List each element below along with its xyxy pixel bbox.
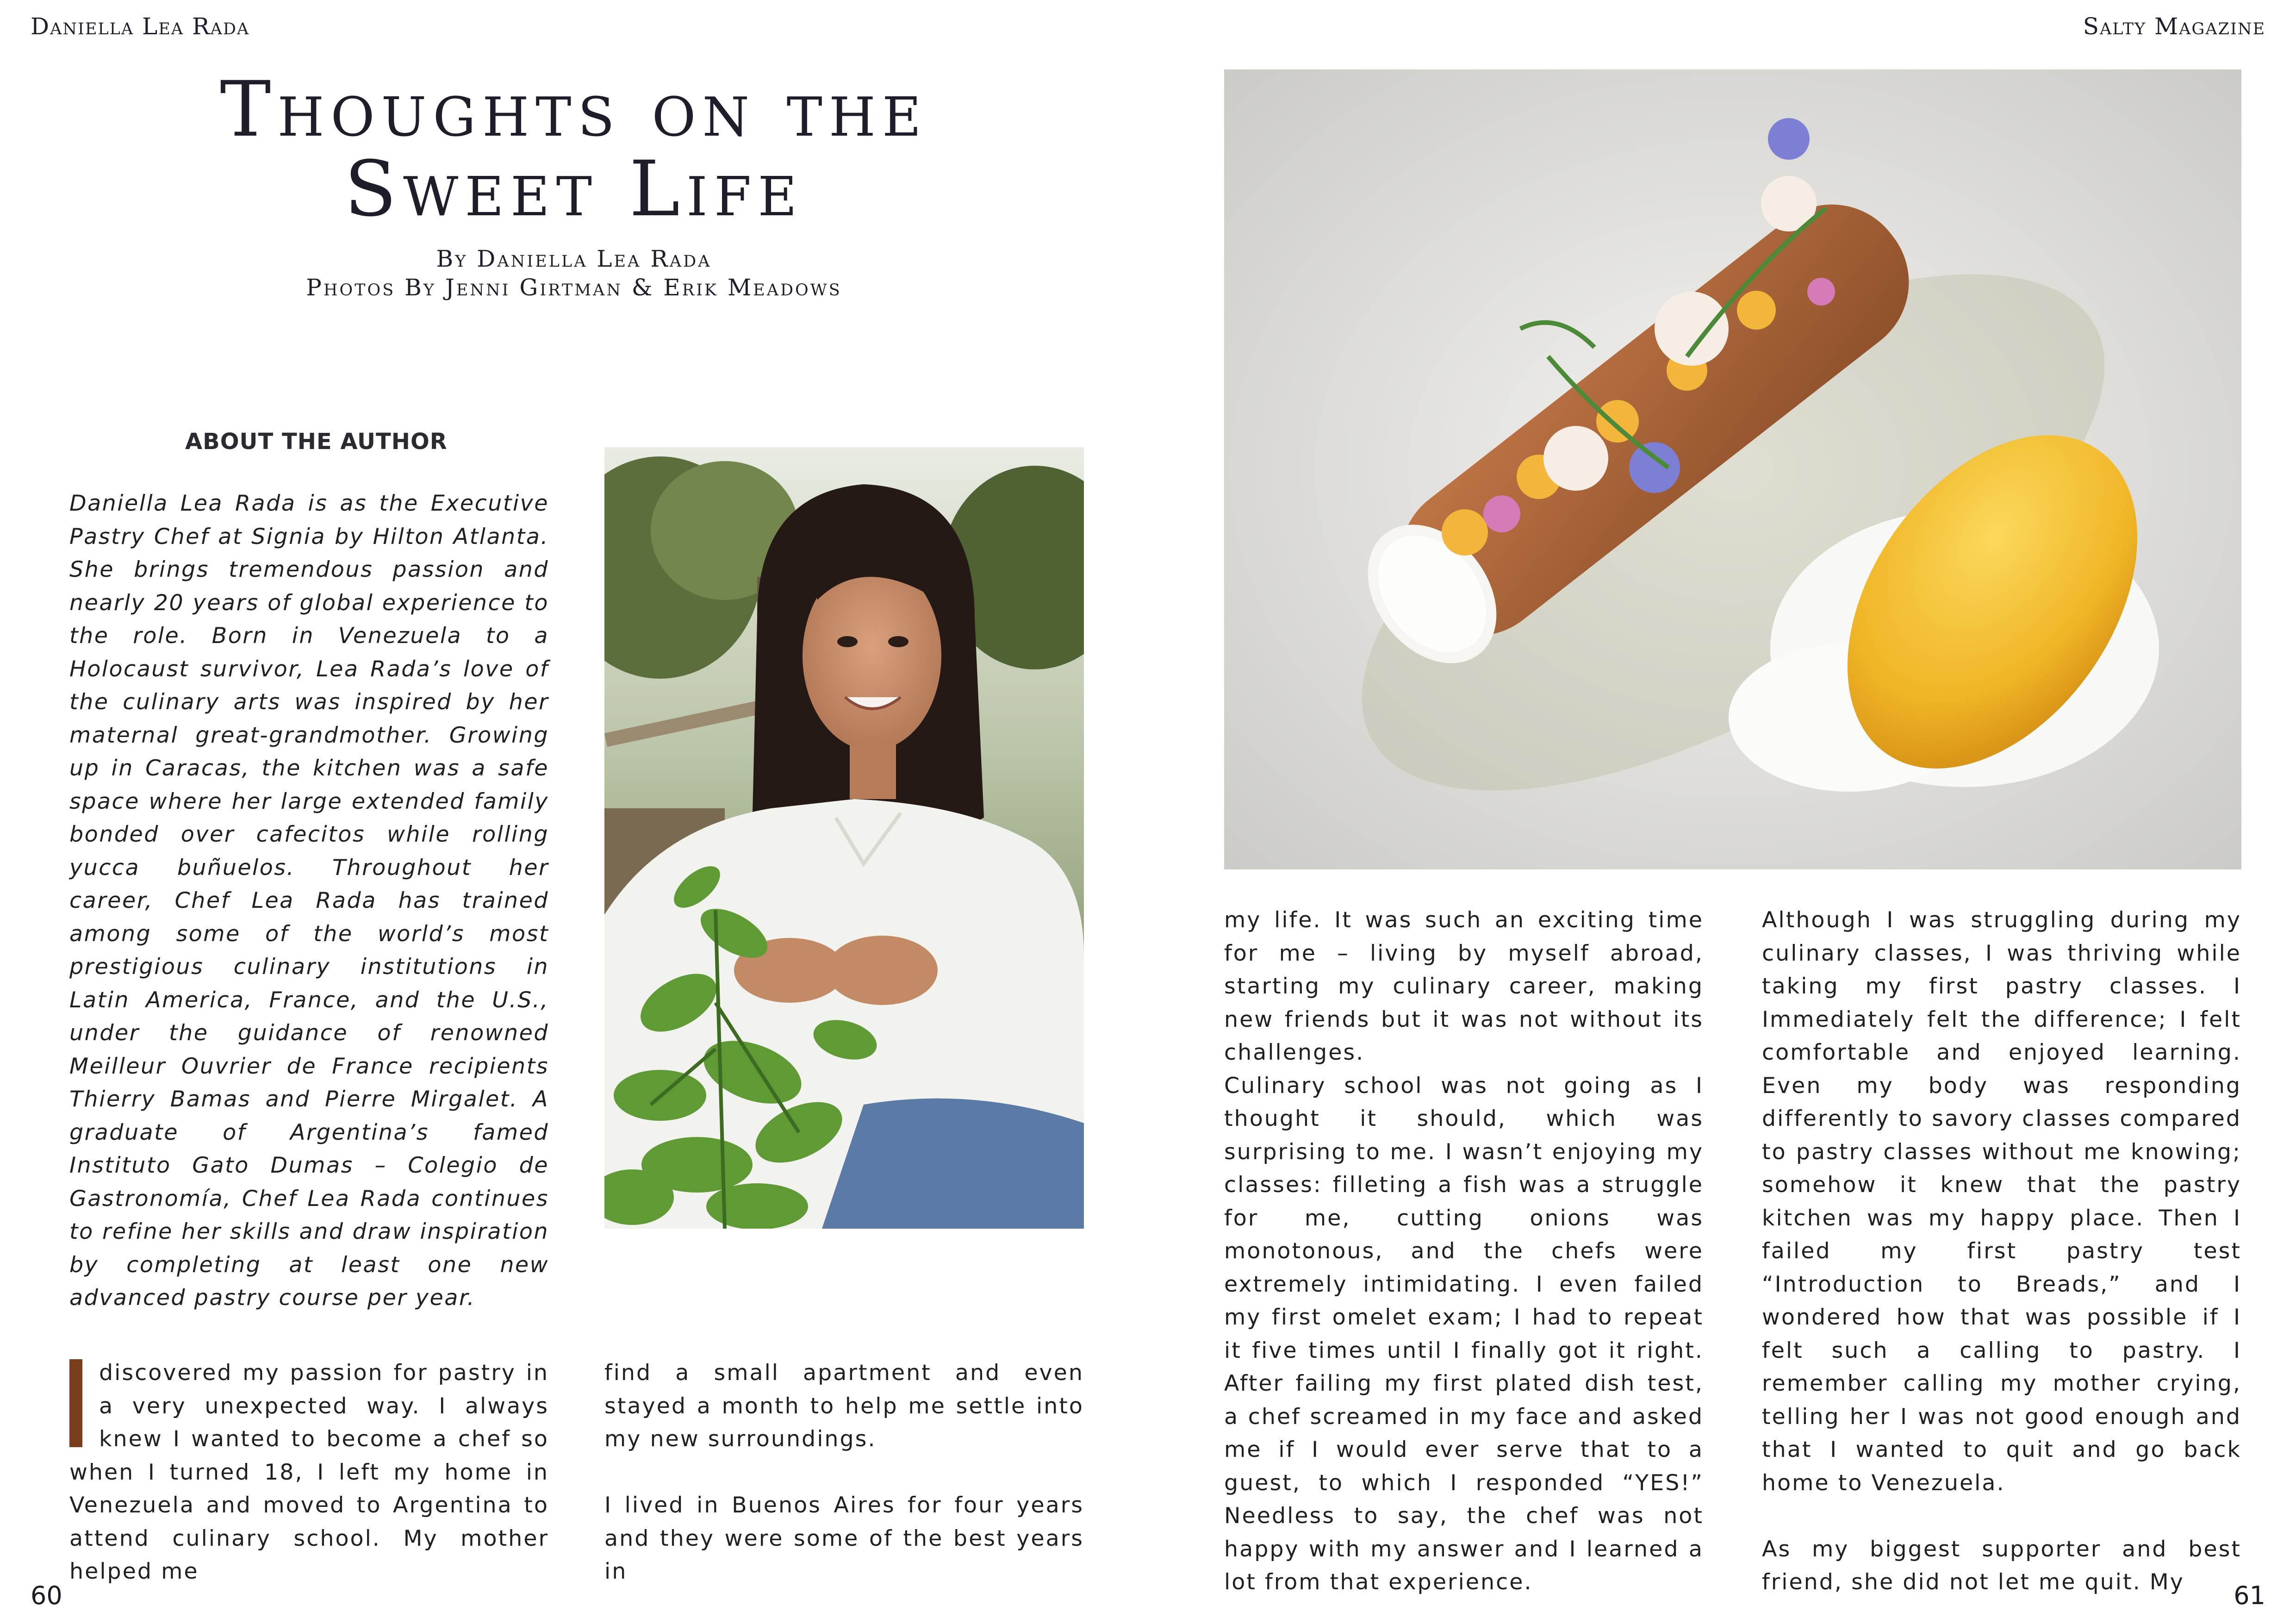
body-column-3 bbox=[1224, 904, 1704, 1599]
article-title-line-1: Thoughts on the bbox=[220, 65, 928, 154]
author-bio: Daniella Lea Rada is as the Executive Pastry Chef at Signia by Hilton Atlanta. She brings tremendous passion and nearly 20 years of global experience to the role. Born in Venezuela to a Holocaust survivor, Lea Rada’s love of the culinary arts was inspired by her maternal great-grandmother. Growing up in Caracas, the kitchen was a safe space where her large extended family bonded over cafecitos while rolling yucca buñuelos. Throughout her career, Chef Lea Rada has trained among some of the world’s most prestigious culinary institutions in Latin America, France, and the U.S., under the guidance of renowned Meilleur Ouvrier de France recipients Thierry Bamas and Pierre Mirgalet. A graduate of Argentina’s famed Instituto Gato Dumas – Colegio de Gastronomía, Chef Lea Rada continues to refine her skills and draw inspiration by completing at least one new advanced pastry course per year. bbox=[69, 491, 549, 1311]
article-title bbox=[69, 65, 1078, 233]
body-column-2 bbox=[604, 1356, 1084, 1588]
body-column-1-paragraph: discovered my passion for pastry in a very unexpected way. I always knew I wanted to become a chef so when I turned 18, I left my home in Venezuela and moved to Argentina to attend culinary school. My mother helped me bbox=[69, 1360, 549, 1584]
article-title-line-2: Sweet Life bbox=[344, 144, 803, 233]
body-column-3-paragraph-1: my life. It was such an exciting time for me – living by myself abroad, starting my culinary career, making new friends but it was not without its challenges. bbox=[1224, 907, 1704, 1065]
body-column-4-paragraph-2: As my biggest supporter and best friend, she did not let me quit. My bbox=[1762, 1536, 2241, 1595]
author-photo bbox=[604, 447, 1084, 1229]
running-header-magazine: Salty Magazine bbox=[2083, 13, 2265, 40]
body-column-4-paragraph-1: Although I was struggling during my culinary classes, I was thriving while taking my first pastry classes. I Immediately felt the difference; I felt comfortable and enjoyed learning. Even my body was responding differently to savory classes compared to pastry classes without me knowing; somehow it knew that the pastry kitchen was my happy place. Then I failed my first pastry test “Introduction to Breads,” and I wondered how that was possible if I felt such a calling to pastry. I remember calling my mother crying, telling her I was not good enough and that I wanted to quit and go back home to Venezuela. bbox=[1762, 907, 2241, 1496]
page-number-right: 61 bbox=[2234, 1581, 2265, 1610]
body-column-3-paragraph-2: Culinary school was not going as I thought it should, which was surprising to me. I wasn’t enjoying my classes: filleting a fish was a struggle for me, cutting onions was monotonous, and the chefs were extremely intimidating. I even failed my first omelet exam; I had to repeat it five times until I finally got it right. After failing my first plated dish test, a chef screamed in my face and asked me if I would ever serve that to a guest, to which I responded “YES!” Needless to say, the chef was not happy with my answer and I learned a lot from that experience. bbox=[1224, 1073, 1704, 1595]
photo-credit: Photos By Jenni Girtman & Erik Meadows bbox=[306, 274, 842, 301]
page-number-left: 60 bbox=[31, 1581, 62, 1610]
body-column-2-paragraph-2: I lived in Buenos Aires for four years and they were some of the best years in bbox=[604, 1493, 1084, 1584]
body-column-2-paragraph-1: find a small apartment and even stayed a month to help me settle into my new surroundings. bbox=[604, 1360, 1084, 1452]
body-column-1 bbox=[69, 1356, 549, 1588]
running-header-author: Daniella Lea Rada bbox=[31, 13, 250, 40]
drop-cap bbox=[69, 1359, 82, 1447]
byline: By Daniella Lea Rada bbox=[436, 245, 712, 272]
dessert-photo bbox=[1224, 69, 2241, 869]
about-author-heading: ABOUT THE AUTHOR bbox=[185, 429, 448, 455]
body-column-4 bbox=[1762, 904, 2241, 1599]
